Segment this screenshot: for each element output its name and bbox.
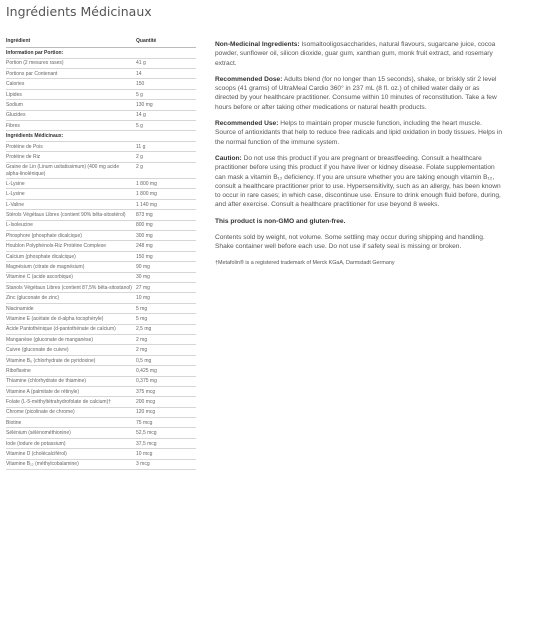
ingredient-quantity: 14: [136, 70, 142, 77]
ingredient-name: Vitamine D (cholécalciférol): [6, 451, 67, 458]
table-row: [6, 283, 196, 293]
ingredient-name: Sodium: [6, 101, 23, 108]
ingredient-quantity: 248 mg: [136, 243, 153, 250]
table-row: [6, 335, 196, 345]
ingredient-name: Sélénium (sélénométhionine): [6, 430, 71, 437]
ingredient-name: Houblon Polyphénols-Riz Protéine Complexe: [6, 243, 107, 250]
table-body: [6, 48, 196, 470]
page-title: Ingrédients Médicinaux: [6, 4, 152, 19]
table-row: [6, 314, 196, 324]
table-row: [6, 345, 196, 355]
table-row: [6, 111, 196, 121]
ingredients-table: [6, 38, 196, 470]
ingredient-name: Calcium (phosphate dicalcique): [6, 253, 76, 260]
gmo-statement: [215, 217, 503, 226]
table-row: [6, 325, 196, 335]
table-row: [6, 79, 196, 89]
ingredient-quantity: 41 g: [136, 60, 146, 67]
table-row: [6, 100, 196, 110]
table-row: [6, 428, 196, 438]
ingredient-quantity: 30 mg: [136, 274, 150, 281]
header-ingredient: Ingrédient: [6, 38, 31, 44]
ingredient-quantity: 800 mg: [136, 222, 153, 229]
ingredient-name: Portion (2 mesures rases): [6, 60, 64, 67]
ingredient-quantity: 130 mg: [136, 101, 153, 108]
ingredient-quantity: 5 mg: [136, 305, 148, 312]
ingredient-name: Zinc (gluconate de zinc): [6, 295, 60, 302]
ingredient-name: Lipides: [6, 91, 22, 98]
caution-paragraph: [215, 154, 503, 210]
non-medicinal-text: Isomaltooligosaccharides, natural flavours, sugarcane juice, cocoa powder, sunflower oil, silicon dioxide, guar gum, xanthan gum, monk fruit extract, and rosemary extract.: [215, 41, 496, 67]
table-row: [6, 200, 196, 210]
ingredient-quantity: 120 mcg: [136, 409, 156, 416]
ingredient-name: Cuivre (gluconate de cuivre): [6, 347, 69, 354]
ingredient-quantity: 2 g: [136, 153, 143, 160]
ingredient-name: Biotine: [6, 419, 22, 426]
gmo-text: This product is non-GMO and gluten-free.: [215, 217, 346, 225]
ingredient-name: Thiamine (chlorhydrate de thiamine): [6, 378, 87, 385]
ingredient-quantity: 37,5 mcg: [136, 440, 157, 447]
table-row: [6, 377, 196, 387]
table-row: [6, 439, 196, 449]
trademark-note: †Metafolin® is a registered trademark of Merck KGaA, Darmstadt Germany: [215, 259, 395, 266]
table-row: [6, 273, 196, 283]
table-row: [6, 449, 196, 459]
ingredient-quantity: 5 mg: [136, 315, 148, 322]
table-row: [6, 90, 196, 100]
non-medicinal-paragraph: [215, 40, 503, 68]
table-row: [6, 121, 196, 131]
ingredient-name: Manganèse (gluconate de manganèse): [6, 336, 94, 343]
table-row: [6, 59, 196, 69]
ingredient-quantity: 11 g: [136, 143, 146, 150]
table-section-heading: Ingrédients Médicinaux:: [6, 131, 196, 141]
table-row: [6, 241, 196, 251]
ingredient-quantity: 52,5 mcg: [136, 430, 157, 437]
table-row: [6, 163, 196, 180]
ingredient-name: L-Lysine: [6, 191, 25, 198]
table-row: [6, 387, 196, 397]
table-row: [6, 210, 196, 220]
ingredient-quantity: 27 mg: [136, 284, 150, 291]
ingredient-name: Vitamine C (acide ascorbique): [6, 274, 73, 281]
table-row: [6, 262, 196, 272]
ingredient-name: Protéine de Riz: [6, 153, 41, 160]
dose-text: Adults blend (for no longer than 15 seconds), shake, or briskly stir 2 level scoops (41 grams) of UltraMeal Cardio 360° in 237 mL (8 fl. oz.) of chilled water daily or as directed by your healthcare practitioner. Consume within 10 minutes of reconstitution. Take a few hours before or after taking other medications or natural health products.: [215, 75, 497, 111]
ingredient-quantity: 10 mg: [136, 295, 150, 302]
ingredient-name: Folate (L-5-méthyltétrahydrofolate de calcium)†: [6, 399, 112, 406]
ingredient-quantity: 2,5 mg: [136, 326, 152, 333]
table-row: [6, 418, 196, 428]
ingredient-quantity: 0,375 mg: [136, 378, 157, 385]
ingredient-quantity: 1 140 mg: [136, 201, 157, 208]
contents-note: Contents sold by weight, not volume. Some settling may occur during shipping and handling. Shake container well before each use. Do not use if safety seal is missing or broken.: [215, 234, 485, 251]
ingredient-name: Vitamine B₆ (chlorhydrate de pyridoxine): [6, 357, 96, 364]
table-row: [6, 142, 196, 152]
ingredient-quantity: 90 mg: [136, 264, 150, 271]
ingredient-name: Phosphore (phosphate dicalcique): [6, 232, 82, 239]
ingredient-name: L-Valine: [6, 201, 24, 208]
ingredient-name: Chrome (picolinate de chrome): [6, 409, 75, 416]
ingredient-name: Iode (iodure de potassium): [6, 440, 66, 447]
ingredient-name: Vitamine B₁₂ (méthylcobalamine): [6, 461, 79, 468]
dose-label: Recommended Dose:: [215, 75, 283, 83]
ingredient-quantity: 300 mg: [136, 232, 153, 239]
ingredient-quantity: 150: [136, 81, 145, 88]
ingredient-quantity: 0,425 mg: [136, 367, 157, 374]
ingredient-name: Acide Pantothénique (d-pantothénate de calcium): [6, 326, 116, 333]
ingredient-name: Magnésium (citrate de magnésium): [6, 264, 85, 271]
ingredient-quantity: 0,5 mg: [136, 357, 152, 364]
dose-paragraph: [215, 75, 503, 112]
table-row: [6, 397, 196, 407]
ingredient-name: Riboflavine: [6, 367, 31, 374]
ingredient-quantity: 3 mcg: [136, 461, 150, 468]
table-row: [6, 189, 196, 199]
table-row: [6, 366, 196, 376]
ingredient-name: Vitamine A (palmitate de rétinyle): [6, 388, 80, 395]
ingredient-name: Portions par Contenant: [6, 70, 58, 77]
ingredient-quantity: 2 mg: [136, 336, 148, 343]
ingredient-quantity: 75 mcg: [136, 419, 153, 426]
ingredient-quantity: 375 mcg: [136, 388, 156, 395]
table-row: [6, 231, 196, 241]
ingredient-name: Stanols Végétaux Libres (contient 87,5% bêta-sitostanol): [6, 284, 132, 291]
table-row: [6, 408, 196, 418]
table-row: [6, 69, 196, 79]
ingredient-name: Calories: [6, 81, 25, 88]
ingredient-quantity: 5 g: [136, 122, 143, 129]
table-row: [6, 152, 196, 162]
ingredient-quantity: 200 mcg: [136, 399, 156, 406]
ingredient-quantity: 2 g: [136, 164, 143, 171]
table-row: [6, 293, 196, 303]
table-row: [6, 179, 196, 189]
ingredient-name: L-Isoleucine: [6, 222, 33, 229]
use-text: Helps to maintain proper muscle function, including the heart muscle. Source of antioxidants that help to reduce free radicals and lipid oxidation in body tissues. Helps in the normal function of the immune system.: [215, 120, 502, 146]
ingredient-quantity: 1 800 mg: [136, 180, 157, 187]
table-row: [6, 252, 196, 262]
ingredient-name: Graine de Lin (Linum usitatissimum) (400 mg acide alpha-linolénique): [6, 164, 120, 177]
product-info: [215, 40, 503, 275]
ingredient-quantity: 150 mg: [136, 253, 153, 260]
ingredient-quantity: 2 mg: [136, 347, 148, 354]
table-header: [6, 38, 196, 48]
table-row: [6, 356, 196, 366]
ingredient-quantity: 10 mcg: [136, 451, 153, 458]
use-label: Recommended Use:: [215, 120, 279, 128]
ingredient-name: Fibres: [6, 122, 20, 129]
ingredient-name: Protéine de Pois: [6, 143, 43, 150]
ingredient-quantity: 5 g: [136, 91, 143, 98]
ingredient-name: L-Lysine: [6, 180, 25, 187]
table-row: [6, 221, 196, 231]
ingredient-name: Stérols Végétaux Libres (contient 90% bêta-sitostérol): [6, 212, 126, 219]
ingredient-name: Niacinamide: [6, 305, 34, 312]
table-row: [6, 460, 196, 470]
header-quantity: Quantité: [136, 38, 157, 44]
caution-label: Caution:: [215, 154, 242, 162]
table-section-heading: Information par Portion:: [6, 48, 196, 58]
non-medicinal-label: Non-Medicinal Ingredients:: [215, 41, 300, 48]
ingredient-name: Vitamine E (acétate de d-alpha tocophéryle): [6, 315, 104, 322]
table-row: [6, 304, 196, 314]
ingredient-quantity: 873 mg: [136, 212, 153, 219]
use-paragraph: [215, 119, 503, 147]
ingredient-quantity: 14 g: [136, 112, 146, 119]
ingredient-quantity: 1 800 mg: [136, 191, 157, 198]
caution-text: Do not use this product if you are pregnant or breastfeeding. Consult a healthcare practitioner before using this product if you have liver or kidney disease. Folate supplementation can mask a vitamin B₁₂ deficiency. If you are unsure whether you are taking enough vitamin B₁₂, consult a healthcare practitioner prior to use. Hypersensitivity, such as an allergy, has been known to occur in rare cases; in which case, discontinue use. Ensure to drink enough fluid before, during, and after exercise. Consult a healthcare practitioner for use beyond 8 weeks.: [215, 154, 501, 209]
ingredient-name: Glucides: [6, 112, 26, 119]
